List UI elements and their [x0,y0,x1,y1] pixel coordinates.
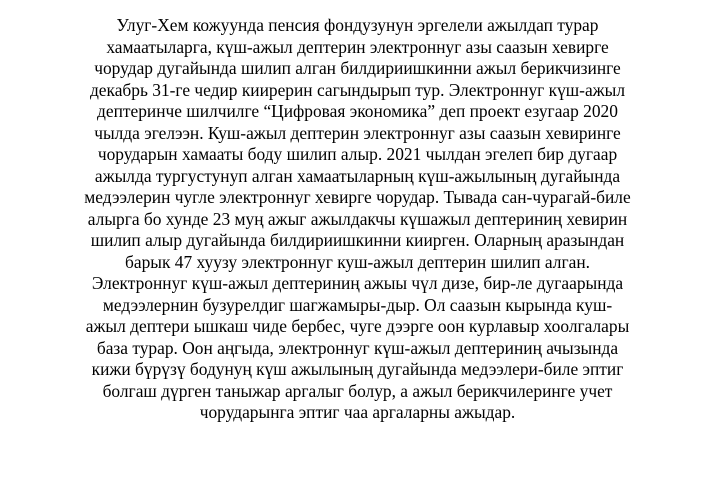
text-line: хамаатыларга, күш-ажыл дептерин электроннуг азы саазын хевирге [106,36,609,57]
text-line: болгаш дүрген таныжар аргалыг болур, а ажыл берикчилеринге учет [102,380,613,401]
text-line: дептеринче шилчилге “Цифровая экономика” деп проект езугаар 2020 [97,101,618,121]
text-line: ажылда тургустунуп алган хамаатыларның күш-ажылының дугайында [94,165,621,186]
text-line: кижи бүрүзү бодунуң күш ажылының дугайында медээлери-биле эптиг [91,359,624,379]
text-line: Электроннуг күш-ажыл дептериниң ажыы чүл дизе, бир-ле дугаарында [91,273,624,293]
text-line: чылда эгелээн. Куш-ажыл дептерин электроннуг азы саазын хевиринге [94,122,621,143]
body-paragraph [0,15,715,424]
text-line: Улуг-Хем кожуунда пенсия фондузунун эргелели ажылдап турар [116,15,599,35]
text-line: чорударын хамааты боду шилип алыр. 2021 чылдан эгелеп бир дугаар [97,144,618,164]
text-line: чорудар дугайында шилип алган билдириишкинни ажыл берикчизинге [94,58,621,78]
text-line: чорударынга эптиг чаа аргаларны ажыдар. [199,402,516,422]
text-line: барык 47 хуузу электроннуг куш-ажыл дептерин шилип алган. [125,251,590,272]
text-line: медээлернин бузурелдиг шагжамыры-дыр. Ол саазын кырында куш- [102,294,613,315]
text-line: декабрь 31-ге чедир киирерин сагындырып тур. Электроннуг күш-ажыл [89,79,626,100]
text-line: шилип алыр дугайында билдириишкинни киирген. Оларның аразындан [90,230,625,250]
text-line: алырга бо хунде 23 муң ажыг ажылдакчы күшажыл дептериниң хевирин [87,208,628,229]
text-line: медээлерин чугле электроннуг хевирге чорудар. Тывада сан-чурагай-биле [84,187,631,207]
text-line: база турар. Оон аңгыда, электроннуг күш-ажыл дептериниң ачызында [96,337,619,358]
text-line: ажыл дептери ышкаш чиде бербес, чуге дээрге оон курлавыр хоолгалары [85,316,630,336]
